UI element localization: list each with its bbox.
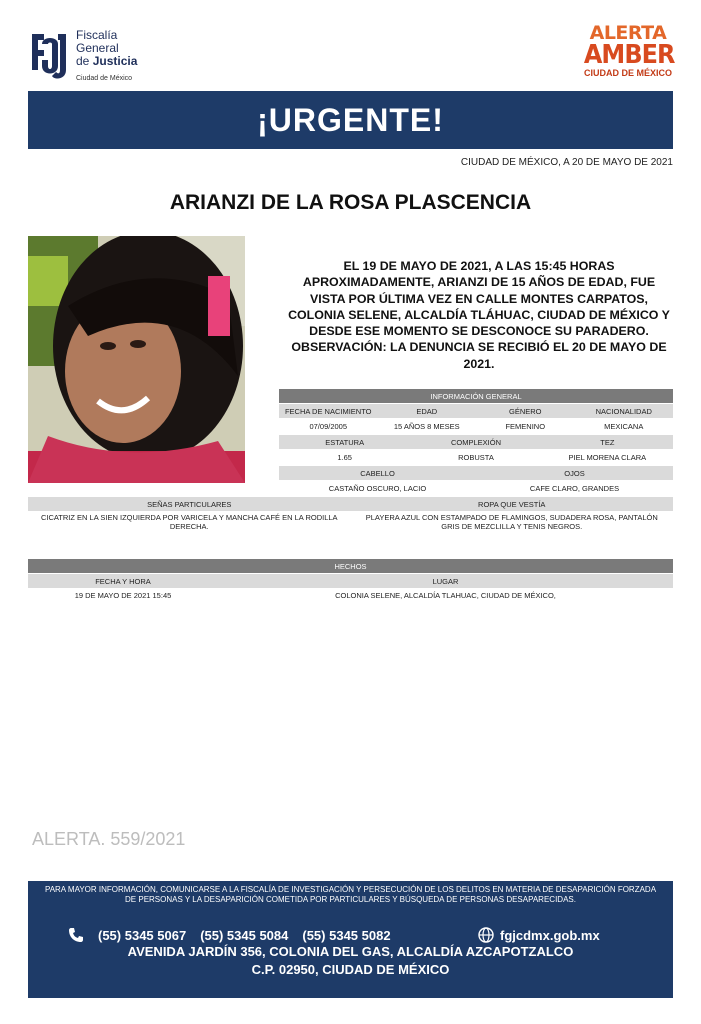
contact-info-text: PARA MAYOR INFORMACIÓN, COMUNICARSE A LA FISCALÍA DE INVESTIGACIÓN Y PERSECUCIÓN DE LOS DELITOS EN MATERIA DE DESAPARICIÓN FORZADA DE PERSONAS Y LA DESAPARICIÓN COMETIDA POR PARTICULARES Y BÚSQUEDA DE PERSONAS DESAPARECIDAS. bbox=[44, 885, 657, 904]
logo-line-2: General bbox=[76, 41, 119, 55]
address-line-2: C.P. 02950, CIUDAD DE MÉXICO bbox=[251, 962, 450, 977]
website bbox=[478, 927, 600, 943]
phone-numbers bbox=[68, 927, 391, 943]
logo-line-1: Fiscalía bbox=[76, 28, 118, 42]
info-row3-headers bbox=[279, 466, 673, 480]
photo-illustration bbox=[28, 236, 245, 483]
info-row1-values bbox=[279, 419, 673, 433]
contact-footer bbox=[28, 881, 673, 998]
header-distinguishing-marks: SEÑAS PARTICULARES bbox=[147, 499, 232, 509]
address bbox=[28, 943, 673, 979]
info-title: INFORMACIÓN GENERAL bbox=[430, 391, 522, 401]
value-nationality: MEXICANA bbox=[604, 421, 644, 431]
facts-values bbox=[28, 589, 673, 601]
website-link[interactable]: fgjcdmx.gob.mx bbox=[500, 927, 600, 943]
facts-title: HECHOS bbox=[334, 561, 367, 571]
info-row3-values bbox=[279, 481, 673, 495]
header-skin: TEZ bbox=[600, 437, 615, 447]
value-skin: PIEL MORENA CLARA bbox=[568, 452, 647, 462]
value-build: ROBUSTA bbox=[458, 452, 494, 462]
phone-3[interactable]: (55) 5345 5082 bbox=[302, 927, 391, 943]
case-description: EL 19 DE MAYO DE 2021, A LAS 15:45 HORAS APROXIMADAMENTE, ARIANZI DE 15 AÑOS DE EDAD, FUE VISTA POR ÚLTIMA VEZ EN CALLE MONTES CARPATOS, COLONIA SELENE, ALCALDÍA TLÁHUAC, CIUDAD DE MÉXICO Y DESDE ESE MOMENTO SE DESCONOCE SU PARADERO. OBSERVACIÓN: LA DENUNCIA SE RECIBIÓ EL 20 DE MAYO DE 2021. bbox=[288, 259, 670, 371]
value-clothing: PLAYERA AZUL CON ESTAMPADO DE FLAMINGOS, SUDADERA ROSA, PANTALÓN GRIS DE MEZCLILLA Y TENIS NEGROS. bbox=[365, 513, 658, 531]
value-age: 15 AÑOS 8 MESES bbox=[393, 421, 460, 431]
logo-line-3-bold: Justicia bbox=[92, 54, 138, 68]
fgj-logo bbox=[28, 26, 158, 88]
amber-line-3: CIUDAD DE MÉXICO bbox=[583, 68, 672, 78]
fgj-logo-text bbox=[76, 29, 137, 68]
header-eyes: OJOS bbox=[564, 468, 585, 478]
urgent-banner: ¡URGENTE! bbox=[28, 91, 673, 149]
globe-icon bbox=[478, 927, 494, 943]
address-line-1: AVENIDA JARDÍN 356, COLONIA DEL GAS, ALCALDÍA AZCAPOTZALCO bbox=[127, 944, 574, 959]
info-row2-values bbox=[279, 450, 673, 464]
value-gender: FEMENINO bbox=[505, 421, 546, 431]
amber-line-2: AMBER bbox=[583, 40, 675, 70]
value-distinguishing-marks: CICATRIZ EN LA SIEN IZQUIERDA POR VARICELA Y MANCHA CAFÉ EN LA RODILLA DERECHA. bbox=[40, 513, 338, 531]
header-nationality: NACIONALIDAD bbox=[595, 406, 652, 416]
logo-sub: Ciudad de México bbox=[76, 75, 133, 82]
logo-line-3-prefix: de bbox=[76, 54, 93, 68]
alerta-amber-logo bbox=[580, 24, 676, 86]
phone-icon bbox=[68, 927, 84, 943]
info-row1-headers bbox=[279, 404, 673, 418]
value-date-time: 19 DE MAYO DE 2021 15:45 bbox=[74, 590, 172, 600]
header-clothing: ROPA QUE VESTÍA bbox=[478, 499, 546, 509]
facts-title-bar bbox=[28, 559, 673, 573]
info-title-bar bbox=[279, 389, 673, 403]
logo-line-3 bbox=[76, 55, 137, 68]
value-hair: CASTAÑO OSCURO, LACIO bbox=[328, 483, 427, 493]
value-height: 1.65 bbox=[337, 452, 352, 462]
header-build: COMPLEXIÓN bbox=[450, 437, 501, 447]
missing-person-name: ARIANZI DE LA ROSA PLASCENCIA bbox=[169, 191, 532, 214]
facts-headers bbox=[28, 574, 673, 588]
header-height: ESTATURA bbox=[325, 437, 365, 447]
header-date-time: FECHA Y HORA bbox=[95, 576, 151, 586]
marks-headers bbox=[28, 497, 673, 511]
header-hair: CABELLO bbox=[360, 468, 395, 478]
amber-line-1: ALERTA bbox=[589, 22, 667, 44]
info-row2-headers bbox=[279, 435, 673, 449]
alert-number: ALERTA. 559/2021 bbox=[32, 829, 186, 849]
marks-values bbox=[28, 512, 673, 532]
value-eyes: CAFE CLARO, GRANDES bbox=[529, 483, 620, 493]
value-place: COLONIA SELENE, ALCALDÍA TLAHUAC, CIUDAD DE MÉXICO, bbox=[335, 590, 556, 600]
fgj-emblem-icon bbox=[28, 30, 70, 82]
header-age: EDAD bbox=[416, 406, 438, 416]
value-birthdate: 07/09/2005 bbox=[309, 421, 348, 431]
header-birthdate: FECHA DE NACIMIENTO bbox=[284, 406, 372, 416]
phone-2[interactable]: (55) 5345 5084 bbox=[200, 927, 289, 943]
phone-1[interactable]: (55) 5345 5067 bbox=[98, 927, 187, 943]
missing-person-photo bbox=[28, 236, 245, 483]
issue-date: CIUDAD DE MÉXICO, A 20 DE MAYO DE 2021 bbox=[460, 157, 673, 168]
header-gender: GÉNERO bbox=[508, 406, 542, 416]
header-place: LUGAR bbox=[432, 576, 459, 586]
